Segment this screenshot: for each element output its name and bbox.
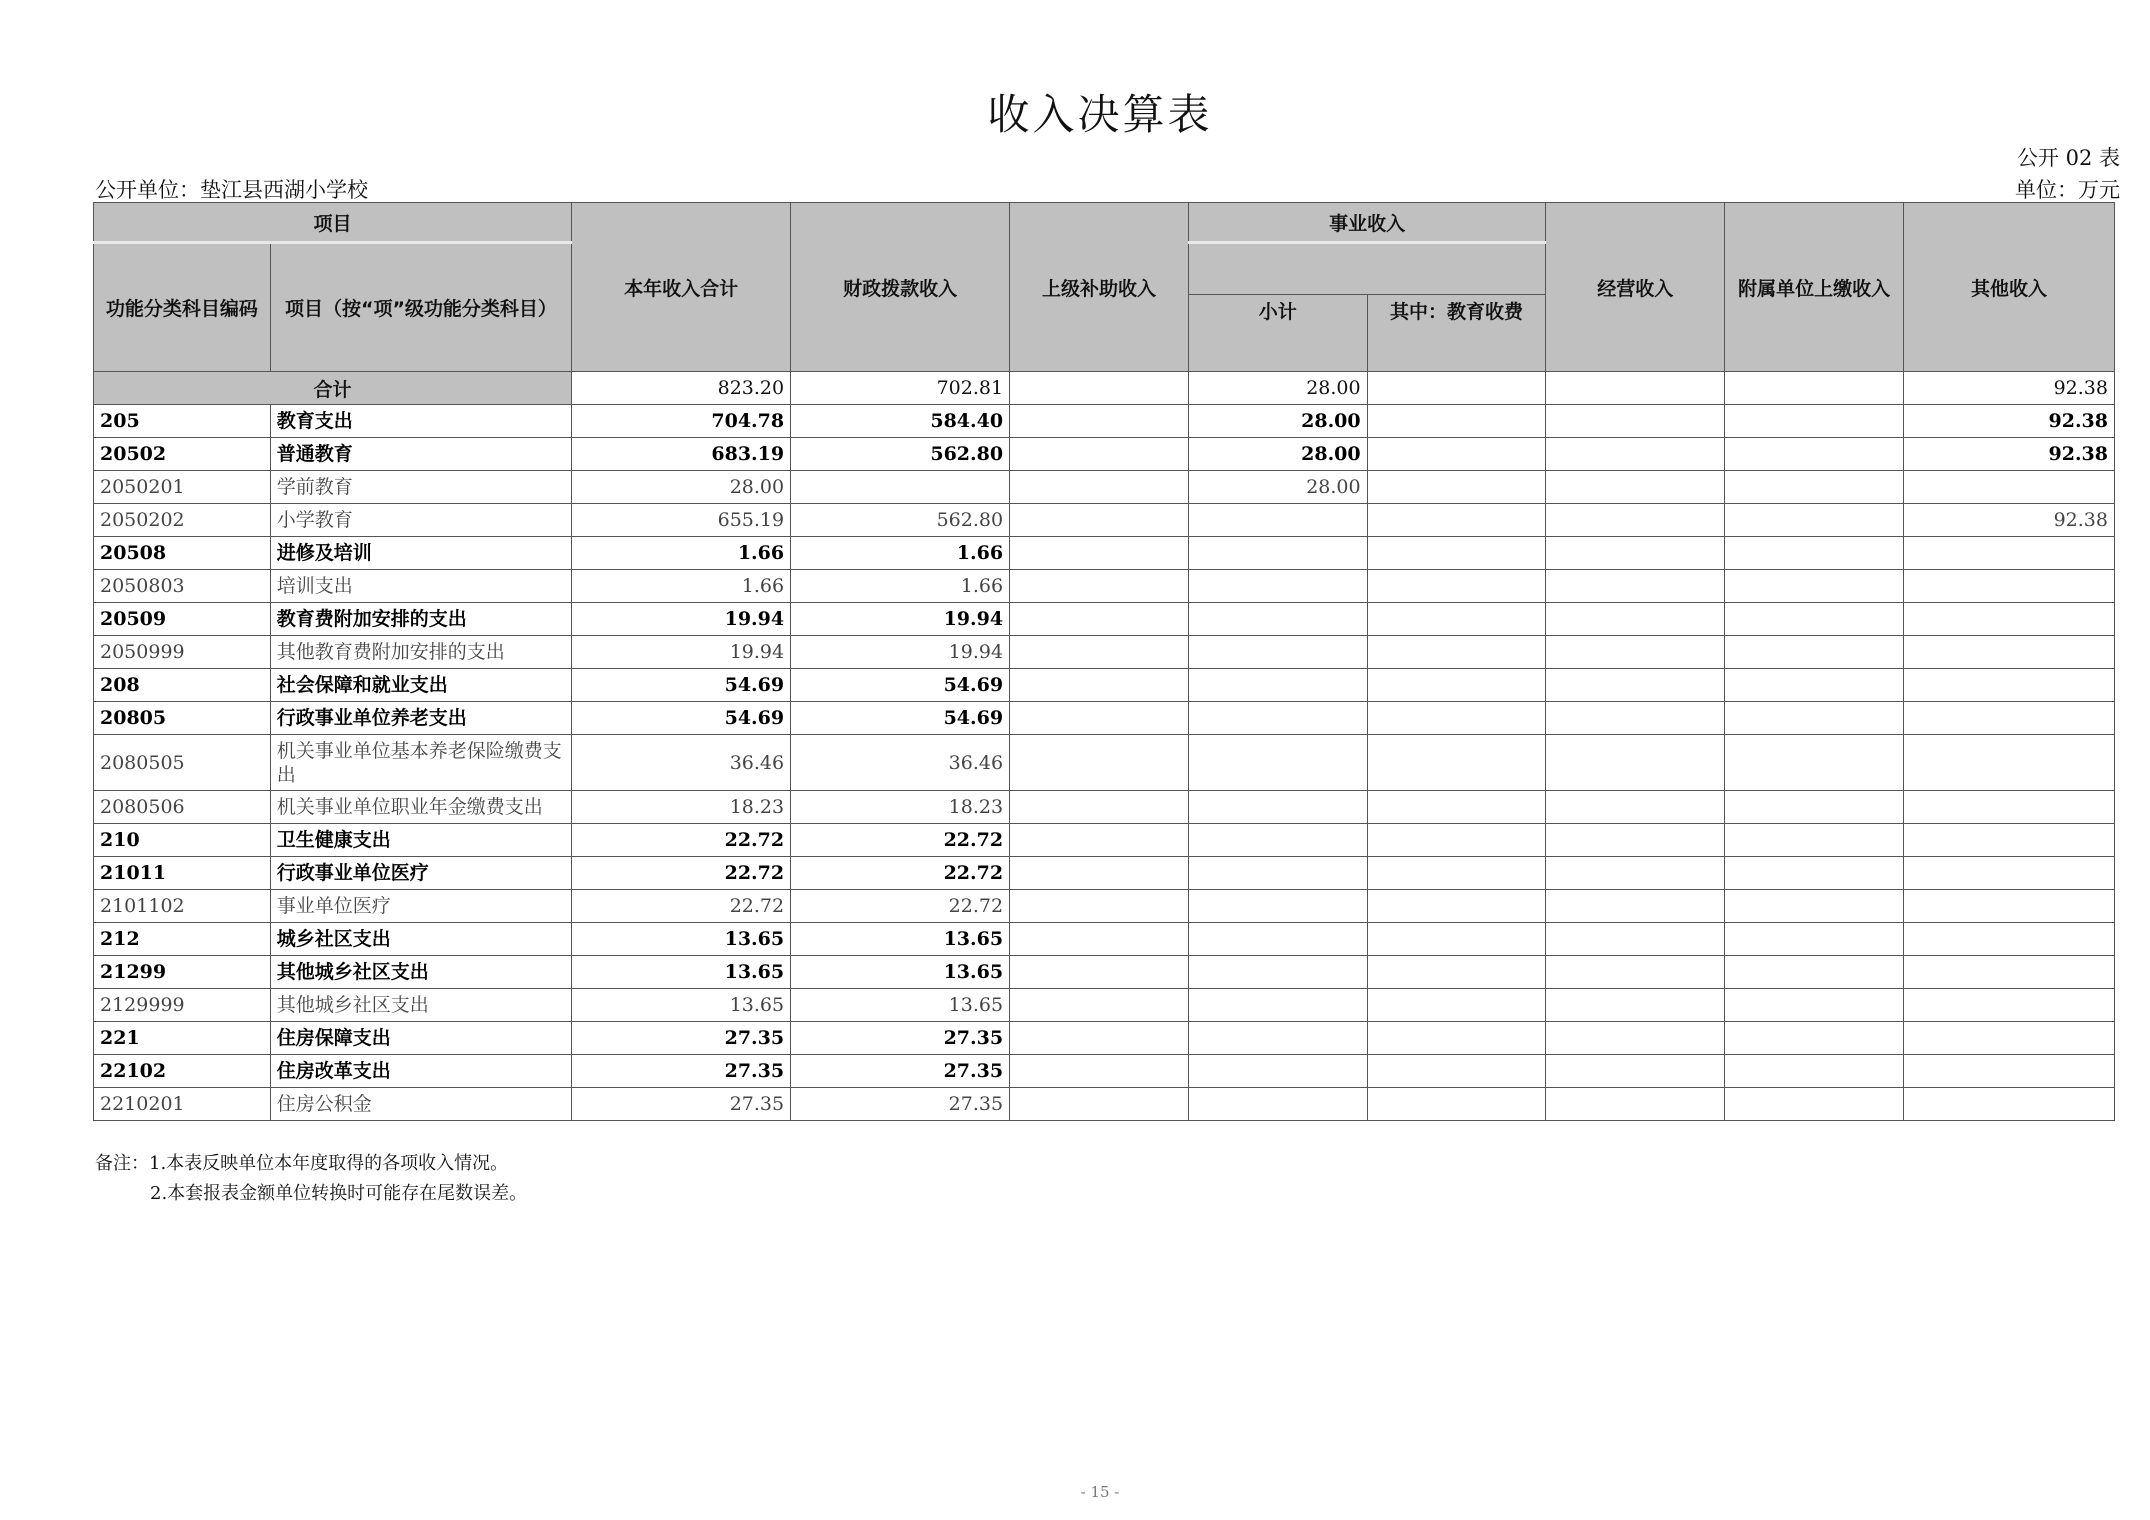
- row-code: 22102: [94, 1055, 271, 1088]
- row-subtotal: [1188, 824, 1367, 857]
- row-subtotal: [1188, 636, 1367, 669]
- row-operating: [1546, 1055, 1725, 1088]
- row-subtotal: [1188, 669, 1367, 702]
- row-operating: [1546, 1022, 1725, 1055]
- row-code: 20805: [94, 702, 271, 735]
- row-code: 2050999: [94, 636, 271, 669]
- row-total: 27.35: [572, 1022, 791, 1055]
- row-operating: [1546, 824, 1725, 857]
- row-edu-fee: [1367, 791, 1546, 824]
- row-other: [1903, 890, 2114, 923]
- row-name: 机关事业单位基本养老保险缴费支出: [270, 735, 571, 791]
- row-edu-fee: [1367, 956, 1546, 989]
- total-superior: [1010, 372, 1189, 405]
- row-code: 20509: [94, 603, 271, 636]
- row-subtotal: [1188, 537, 1367, 570]
- row-affiliated: [1725, 471, 1904, 504]
- row-superior: [1010, 824, 1189, 857]
- row-affiliated: [1725, 791, 1904, 824]
- row-other: [1903, 702, 2114, 735]
- row-affiliated: [1725, 857, 1904, 890]
- row-edu-fee: [1367, 1055, 1546, 1088]
- row-edu-fee: [1367, 989, 1546, 1022]
- row-total: 655.19: [572, 504, 791, 537]
- row-superior: [1010, 537, 1189, 570]
- row-code: 21011: [94, 857, 271, 890]
- table-header: [94, 203, 2115, 372]
- row-fiscal: 18.23: [791, 791, 1010, 824]
- header-affiliated: 附属单位上缴收入: [1725, 203, 1904, 372]
- table-row: [94, 735, 2115, 791]
- form-code: 公开 02 表: [2016, 146, 2120, 170]
- table-body: [94, 372, 2115, 1121]
- row-subtotal: [1188, 890, 1367, 923]
- row-code: 210: [94, 824, 271, 857]
- note-1: 备注：1.本表反映单位本年度取得的各项收入情况。: [95, 1153, 509, 1174]
- row-affiliated: [1725, 504, 1904, 537]
- table-row: [94, 603, 2115, 636]
- row-edu-fee: [1367, 570, 1546, 603]
- row-superior: [1010, 504, 1189, 537]
- row-fiscal: 562.80: [791, 504, 1010, 537]
- table-row: [94, 824, 2115, 857]
- row-total: 54.69: [572, 702, 791, 735]
- row-fiscal: [791, 471, 1010, 504]
- header-business-spacer: [1188, 243, 1546, 295]
- total-label: 合计: [94, 372, 572, 405]
- header-edu-fee: 其中：教育收费: [1367, 295, 1546, 372]
- notes: [95, 1149, 527, 1209]
- row-operating: [1546, 603, 1725, 636]
- row-edu-fee: [1367, 669, 1546, 702]
- row-edu-fee: [1367, 603, 1546, 636]
- row-subtotal: [1188, 702, 1367, 735]
- table-row: [94, 438, 2115, 471]
- row-subtotal: [1188, 570, 1367, 603]
- row-operating: [1546, 791, 1725, 824]
- row-other: [1903, 570, 2114, 603]
- row-fiscal: 27.35: [791, 1022, 1010, 1055]
- row-operating: [1546, 890, 1725, 923]
- reporting-unit: 公开单位：垫江县西湖小学校: [95, 178, 368, 202]
- row-fiscal: 1.66: [791, 570, 1010, 603]
- table-row: [94, 405, 2115, 438]
- row-total: 22.72: [572, 890, 791, 923]
- row-superior: [1010, 989, 1189, 1022]
- row-superior: [1010, 890, 1189, 923]
- row-edu-fee: [1367, 890, 1546, 923]
- row-total: 1.66: [572, 537, 791, 570]
- row-fiscal: 19.94: [791, 603, 1010, 636]
- row-name: 其他教育费附加安排的支出: [270, 636, 571, 669]
- header-item-group: 项目: [94, 203, 572, 243]
- row-code: 2080506: [94, 791, 271, 824]
- row-edu-fee: [1367, 1088, 1546, 1121]
- table-row: [94, 857, 2115, 890]
- row-total: 13.65: [572, 956, 791, 989]
- income-table: [93, 202, 2115, 1121]
- row-code: 20502: [94, 438, 271, 471]
- row-other: [1903, 857, 2114, 890]
- row-affiliated: [1725, 570, 1904, 603]
- row-edu-fee: [1367, 735, 1546, 791]
- table-row: [94, 471, 2115, 504]
- row-superior: [1010, 1088, 1189, 1121]
- row-subtotal: [1188, 791, 1367, 824]
- total-row: [94, 372, 2115, 405]
- row-other: [1903, 1055, 2114, 1088]
- page-number: - 15 -: [1080, 1483, 1120, 1501]
- row-subtotal: [1188, 504, 1367, 537]
- row-edu-fee: [1367, 438, 1546, 471]
- row-affiliated: [1725, 1055, 1904, 1088]
- row-other: [1903, 735, 2114, 791]
- row-edu-fee: [1367, 471, 1546, 504]
- header-fiscal: 财政拨款收入: [791, 203, 1010, 372]
- row-name: 进修及培训: [270, 537, 571, 570]
- row-operating: [1546, 735, 1725, 791]
- row-name: 学前教育: [270, 471, 571, 504]
- row-superior: [1010, 471, 1189, 504]
- row-code: 205: [94, 405, 271, 438]
- row-superior: [1010, 857, 1189, 890]
- table-row: [94, 504, 2115, 537]
- row-operating: [1546, 923, 1725, 956]
- row-name: 行政事业单位医疗: [270, 857, 571, 890]
- row-code: 2101102: [94, 890, 271, 923]
- total-total: 823.20: [572, 372, 791, 405]
- header-subtotal: 小计: [1188, 295, 1367, 372]
- row-name: 社会保障和就业支出: [270, 669, 571, 702]
- row-edu-fee: [1367, 504, 1546, 537]
- row-name: 住房保障支出: [270, 1022, 571, 1055]
- row-affiliated: [1725, 824, 1904, 857]
- table-row: [94, 923, 2115, 956]
- header-other: 其他收入: [1903, 203, 2114, 372]
- row-code: 212: [94, 923, 271, 956]
- row-superior: [1010, 1055, 1189, 1088]
- row-name: 普通教育: [270, 438, 571, 471]
- row-code: 2080505: [94, 735, 271, 791]
- row-total: 13.65: [572, 923, 791, 956]
- row-total: 18.23: [572, 791, 791, 824]
- row-total: 54.69: [572, 669, 791, 702]
- row-total: 27.35: [572, 1088, 791, 1121]
- row-fiscal: 13.65: [791, 989, 1010, 1022]
- header-name: 项目（按“项”级功能分类科目）: [270, 243, 571, 372]
- table-row: [94, 956, 2115, 989]
- row-name: 卫生健康支出: [270, 824, 571, 857]
- row-superior: [1010, 791, 1189, 824]
- row-fiscal: 22.72: [791, 824, 1010, 857]
- row-affiliated: [1725, 636, 1904, 669]
- table-row: [94, 1022, 2115, 1055]
- row-superior: [1010, 603, 1189, 636]
- row-total: 683.19: [572, 438, 791, 471]
- row-code: 2129999: [94, 989, 271, 1022]
- row-total: 22.72: [572, 824, 791, 857]
- row-superior: [1010, 438, 1189, 471]
- row-edu-fee: [1367, 537, 1546, 570]
- row-total: 22.72: [572, 857, 791, 890]
- row-superior: [1010, 735, 1189, 791]
- row-affiliated: [1725, 405, 1904, 438]
- row-code: 2050201: [94, 471, 271, 504]
- table-row: [94, 702, 2115, 735]
- row-other: [1903, 669, 2114, 702]
- total-other: 92.38: [1903, 372, 2114, 405]
- row-operating: [1546, 504, 1725, 537]
- row-superior: [1010, 1022, 1189, 1055]
- row-subtotal: [1188, 1088, 1367, 1121]
- row-operating: [1546, 471, 1725, 504]
- row-operating: [1546, 537, 1725, 570]
- row-fiscal: 36.46: [791, 735, 1010, 791]
- total-fiscal: 702.81: [791, 372, 1010, 405]
- row-superior: [1010, 570, 1189, 603]
- row-subtotal: [1188, 1022, 1367, 1055]
- row-operating: [1546, 405, 1725, 438]
- header-operating: 经营收入: [1546, 203, 1725, 372]
- row-operating: [1546, 669, 1725, 702]
- header-code: 功能分类科目编码: [94, 243, 271, 372]
- row-name: 行政事业单位养老支出: [270, 702, 571, 735]
- row-other: [1903, 791, 2114, 824]
- row-affiliated: [1725, 989, 1904, 1022]
- total-edu-fee: [1367, 372, 1546, 405]
- row-subtotal: [1188, 956, 1367, 989]
- row-affiliated: [1725, 1088, 1904, 1121]
- row-total: 19.94: [572, 636, 791, 669]
- row-other: [1903, 1088, 2114, 1121]
- row-other: [1903, 537, 2114, 570]
- table-row: [94, 989, 2115, 1022]
- header-total-income: 本年收入合计: [572, 203, 791, 372]
- table-row: [94, 890, 2115, 923]
- row-edu-fee: [1367, 1022, 1546, 1055]
- row-code: 21299: [94, 956, 271, 989]
- page-title: 收入决算表: [987, 90, 1213, 139]
- total-subtotal: 28.00: [1188, 372, 1367, 405]
- row-affiliated: [1725, 923, 1904, 956]
- table-row: [94, 1055, 2115, 1088]
- currency-unit: 单位：万元: [2015, 178, 2120, 202]
- table-row: [94, 669, 2115, 702]
- row-operating: [1546, 570, 1725, 603]
- row-other: [1903, 923, 2114, 956]
- row-superior: [1010, 405, 1189, 438]
- row-affiliated: [1725, 956, 1904, 989]
- row-operating: [1546, 702, 1725, 735]
- row-fiscal: 27.35: [791, 1055, 1010, 1088]
- row-edu-fee: [1367, 636, 1546, 669]
- row-operating: [1546, 956, 1725, 989]
- row-superior: [1010, 636, 1189, 669]
- row-name: 培训支出: [270, 570, 571, 603]
- row-other: 92.38: [1903, 438, 2114, 471]
- row-fiscal: 1.66: [791, 537, 1010, 570]
- header-superior: 上级补助收入: [1010, 203, 1189, 372]
- row-name: 城乡社区支出: [270, 923, 571, 956]
- row-name: 事业单位医疗: [270, 890, 571, 923]
- row-edu-fee: [1367, 702, 1546, 735]
- row-operating: [1546, 636, 1725, 669]
- row-affiliated: [1725, 702, 1904, 735]
- row-affiliated: [1725, 669, 1904, 702]
- row-subtotal: [1188, 989, 1367, 1022]
- row-affiliated: [1725, 1022, 1904, 1055]
- row-edu-fee: [1367, 857, 1546, 890]
- table-row: [94, 1088, 2115, 1121]
- row-total: 1.66: [572, 570, 791, 603]
- row-subtotal: 28.00: [1188, 471, 1367, 504]
- row-affiliated: [1725, 603, 1904, 636]
- row-name: 住房改革支出: [270, 1055, 571, 1088]
- row-code: 221: [94, 1022, 271, 1055]
- row-operating: [1546, 1088, 1725, 1121]
- row-subtotal: [1188, 735, 1367, 791]
- header-business-group: 事业收入: [1188, 203, 1546, 243]
- row-edu-fee: [1367, 405, 1546, 438]
- table-row: [94, 537, 2115, 570]
- row-operating: [1546, 989, 1725, 1022]
- row-other: [1903, 989, 2114, 1022]
- row-superior: [1010, 956, 1189, 989]
- row-edu-fee: [1367, 824, 1546, 857]
- row-operating: [1546, 438, 1725, 471]
- row-fiscal: 22.72: [791, 857, 1010, 890]
- row-name: 教育支出: [270, 405, 571, 438]
- row-affiliated: [1725, 537, 1904, 570]
- row-name: 教育费附加安排的支出: [270, 603, 571, 636]
- row-fiscal: 54.69: [791, 669, 1010, 702]
- row-fiscal: 54.69: [791, 702, 1010, 735]
- row-fiscal: 19.94: [791, 636, 1010, 669]
- row-subtotal: [1188, 923, 1367, 956]
- row-total: 13.65: [572, 989, 791, 1022]
- row-superior: [1010, 923, 1189, 956]
- row-affiliated: [1725, 735, 1904, 791]
- row-code: 208: [94, 669, 271, 702]
- row-fiscal: 584.40: [791, 405, 1010, 438]
- row-name: 其他城乡社区支出: [270, 989, 571, 1022]
- row-code: 2050803: [94, 570, 271, 603]
- row-total: 28.00: [572, 471, 791, 504]
- row-name: 小学教育: [270, 504, 571, 537]
- table-row: [94, 791, 2115, 824]
- row-other: [1903, 603, 2114, 636]
- table-row: [94, 570, 2115, 603]
- note-2: 2.本套报表金额单位转换时可能存在尾数误差。: [150, 1183, 528, 1204]
- row-other: 92.38: [1903, 405, 2114, 438]
- row-affiliated: [1725, 438, 1904, 471]
- total-affiliated: [1725, 372, 1904, 405]
- row-total: 27.35: [572, 1055, 791, 1088]
- row-name: 其他城乡社区支出: [270, 956, 571, 989]
- row-code: 20508: [94, 537, 271, 570]
- table-row: [94, 636, 2115, 669]
- row-subtotal: 28.00: [1188, 405, 1367, 438]
- row-superior: [1010, 669, 1189, 702]
- row-other: [1903, 1022, 2114, 1055]
- row-subtotal: [1188, 1055, 1367, 1088]
- row-fiscal: 562.80: [791, 438, 1010, 471]
- row-total: 704.78: [572, 405, 791, 438]
- row-subtotal: [1188, 857, 1367, 890]
- row-fiscal: 13.65: [791, 956, 1010, 989]
- row-other: [1903, 471, 2114, 504]
- total-operating: [1546, 372, 1725, 405]
- row-other: 92.38: [1903, 504, 2114, 537]
- row-total: 36.46: [572, 735, 791, 791]
- row-fiscal: 27.35: [791, 1088, 1010, 1121]
- row-other: [1903, 956, 2114, 989]
- row-superior: [1010, 702, 1189, 735]
- row-subtotal: [1188, 603, 1367, 636]
- row-code: 2210201: [94, 1088, 271, 1121]
- row-other: [1903, 636, 2114, 669]
- row-subtotal: 28.00: [1188, 438, 1367, 471]
- row-code: 2050202: [94, 504, 271, 537]
- row-total: 19.94: [572, 603, 791, 636]
- row-fiscal: 13.65: [791, 923, 1010, 956]
- row-other: [1903, 824, 2114, 857]
- row-fiscal: 22.72: [791, 890, 1010, 923]
- row-name: 住房公积金: [270, 1088, 571, 1121]
- row-operating: [1546, 857, 1725, 890]
- row-edu-fee: [1367, 923, 1546, 956]
- row-affiliated: [1725, 890, 1904, 923]
- row-name: 机关事业单位职业年金缴费支出: [270, 791, 571, 824]
